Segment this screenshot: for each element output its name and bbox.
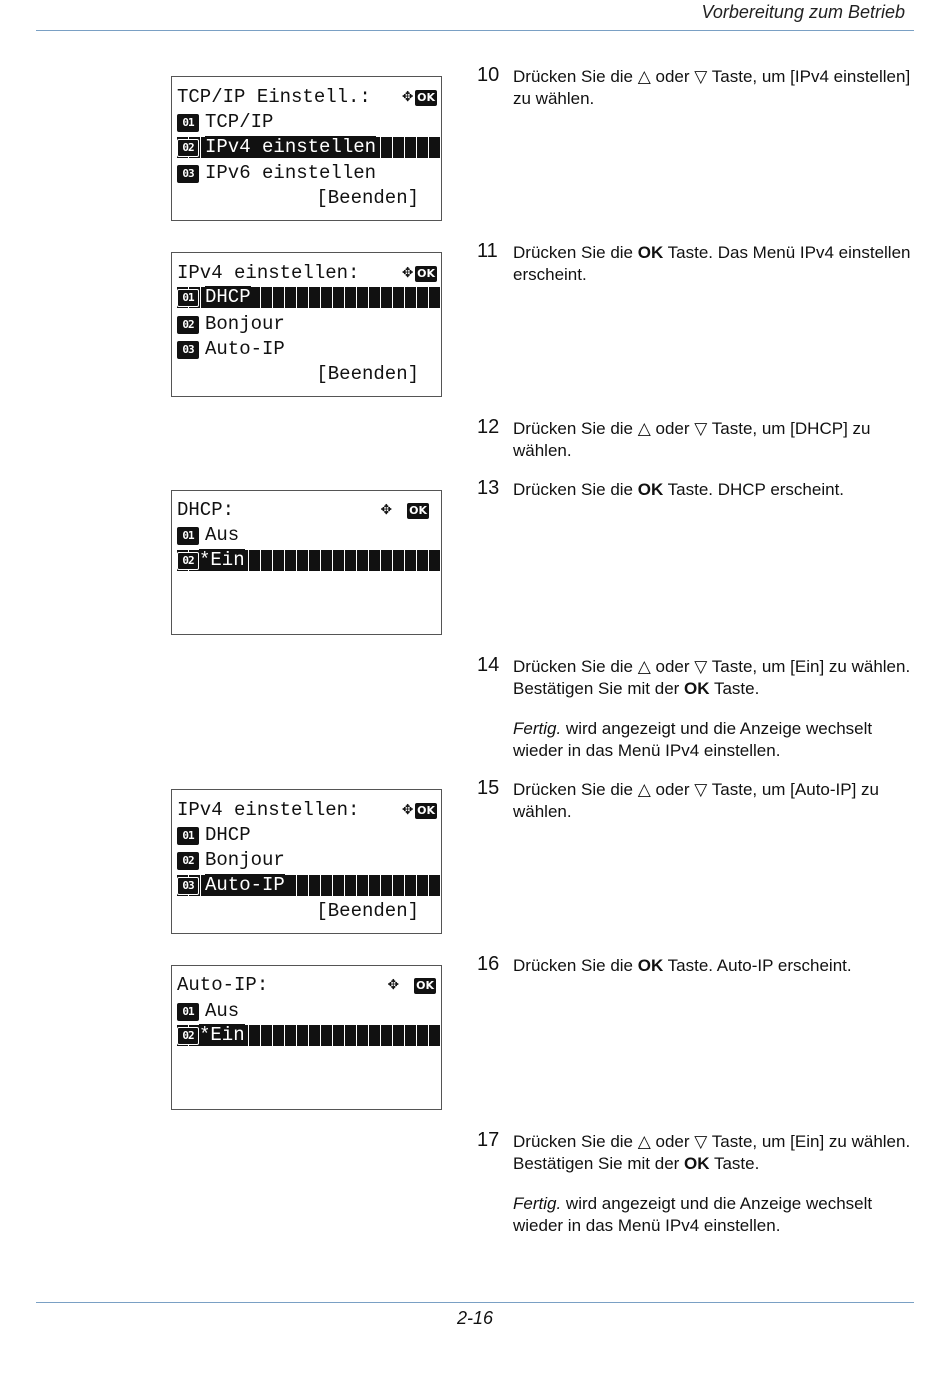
step-text: Drücken Sie die △ oder ▽ Taste, um [Auto-IP] zu wählen. — [513, 780, 879, 821]
step-13 — [477, 479, 917, 501]
panel-title: DHCP: ✥ OK — [177, 499, 427, 521]
four-way-arrow-icon: ✥ — [402, 263, 414, 283]
step-text: Drücken Sie die OK Taste. DHCP erscheint. — [513, 480, 845, 499]
menu-item-selected: 03 Auto-IP — [177, 875, 441, 896]
number-key-icon: 01 — [177, 114, 199, 132]
step-11 — [477, 242, 917, 286]
number-key-icon: 02 — [177, 316, 199, 334]
step-number: 12 — [477, 416, 500, 438]
step-number: 11 — [477, 240, 498, 262]
step-text: Drücken Sie die OK Taste. Auto-IP erscheint. — [513, 956, 852, 975]
step-number: 13 — [477, 477, 500, 499]
lcd-panel-dhcp — [171, 490, 442, 635]
step-text: Drücken Sie die △ oder ▽ Taste, um [DHCP] zu wählen. — [513, 419, 871, 460]
menu-item: 02 Bonjour — [177, 850, 441, 871]
menu-item: 01 TCP/IP — [177, 112, 441, 133]
ok-key-icon: OK — [409, 503, 427, 517]
number-key-icon: 01 — [177, 827, 199, 845]
ok-key-icon: OK — [417, 266, 435, 280]
panel-title: IPv4 einstellen: ✥ OK — [177, 262, 435, 284]
ok-key-icon: OK — [416, 978, 434, 992]
four-way-arrow-icon: ✥ — [402, 87, 414, 107]
step-number: 10 — [477, 64, 500, 86]
number-key-icon: 02 — [177, 852, 199, 870]
step-15 — [477, 779, 917, 823]
number-key-icon: 03 — [177, 877, 199, 895]
menu-item: 02 Bonjour — [177, 314, 441, 335]
number-key-icon: 03 — [177, 165, 199, 183]
header-rule — [36, 30, 914, 31]
menu-item: 01 Aus — [177, 525, 441, 546]
panel-title: TCP/IP Einstell.: ✥ OK — [177, 86, 435, 108]
footer-rule — [36, 1302, 914, 1303]
step-14-note: Fertig. wird angezeigt und die Anzeige wechselt wieder in das Menü IPv4 einstellen. — [513, 719, 873, 760]
menu-item: 03 Auto-IP — [177, 339, 441, 360]
number-key-icon: 03 — [177, 341, 199, 359]
number-key-icon: 02 — [177, 552, 199, 570]
step-number: 16 — [477, 953, 500, 975]
menu-item-selected: 01 DHCP — [177, 287, 441, 308]
step-number: 15 — [477, 777, 500, 799]
panel-title: Auto-IP: ✥ OK — [177, 974, 434, 996]
menu-item-selected: 02 IPv4 einstellen — [177, 137, 441, 158]
menu-item: 01 Aus — [177, 1001, 441, 1022]
step-10 — [477, 66, 917, 110]
panel-footer: [Beenden] — [316, 900, 419, 922]
lcd-panel-autoip — [171, 965, 442, 1110]
step-17-note: Fertig. wird angezeigt und die Anzeige wechselt wieder in das Menü IPv4 einstellen. — [513, 1194, 873, 1235]
ok-key-icon: OK — [417, 90, 435, 104]
panel-footer: [Beenden] — [316, 363, 419, 385]
step-14 — [477, 656, 917, 700]
ok-key-icon: OK — [417, 803, 435, 817]
number-key-icon: 02 — [177, 1027, 199, 1045]
panel-title: IPv4 einstellen: ✥ OK — [177, 799, 435, 821]
number-key-icon: 01 — [177, 527, 199, 545]
step-number: 14 — [477, 654, 500, 676]
lcd-panel-tcpip — [171, 76, 442, 221]
number-key-icon: 02 — [177, 139, 199, 157]
four-way-arrow-icon: ✥ — [387, 975, 399, 995]
step-text: Drücken Sie die △ oder ▽ Taste, um [Ein] zu wählen. Bestätigen Sie mit der OK Taste. — [513, 1132, 911, 1173]
step-text: Drücken Sie die △ oder ▽ Taste, um [IPv4 einstellen] zu wählen. — [513, 67, 911, 108]
number-key-icon: 01 — [177, 289, 199, 307]
step-12 — [477, 418, 917, 462]
step-text: Drücken Sie die △ oder ▽ Taste, um [Ein] zu wählen. Bestätigen Sie mit der OK Taste. — [513, 657, 911, 698]
step-number: 17 — [477, 1129, 500, 1151]
four-way-arrow-icon: ✥ — [380, 500, 392, 520]
four-way-arrow-icon: ✥ — [402, 800, 414, 820]
page-number: 2-16 — [456, 1308, 494, 1328]
menu-item-selected: 02 *Ein — [177, 550, 441, 571]
step-17 — [477, 1131, 917, 1175]
lcd-panel-ipv4 — [171, 252, 442, 397]
menu-item-selected: 02 *Ein — [177, 1025, 441, 1046]
step-16 — [477, 955, 917, 977]
number-key-icon: 01 — [177, 1003, 199, 1021]
header-title: Vorbereitung zum Betrieb — [701, 2, 905, 22]
step-text: Drücken Sie die OK Taste. Das Menü IPv4 einstellen erscheint. — [513, 243, 911, 284]
lcd-panel-ipv4-autoip — [171, 789, 442, 934]
menu-item: 01 DHCP — [177, 825, 441, 846]
panel-footer: [Beenden] — [316, 187, 419, 209]
menu-item: 03 IPv6 einstellen — [177, 163, 441, 184]
